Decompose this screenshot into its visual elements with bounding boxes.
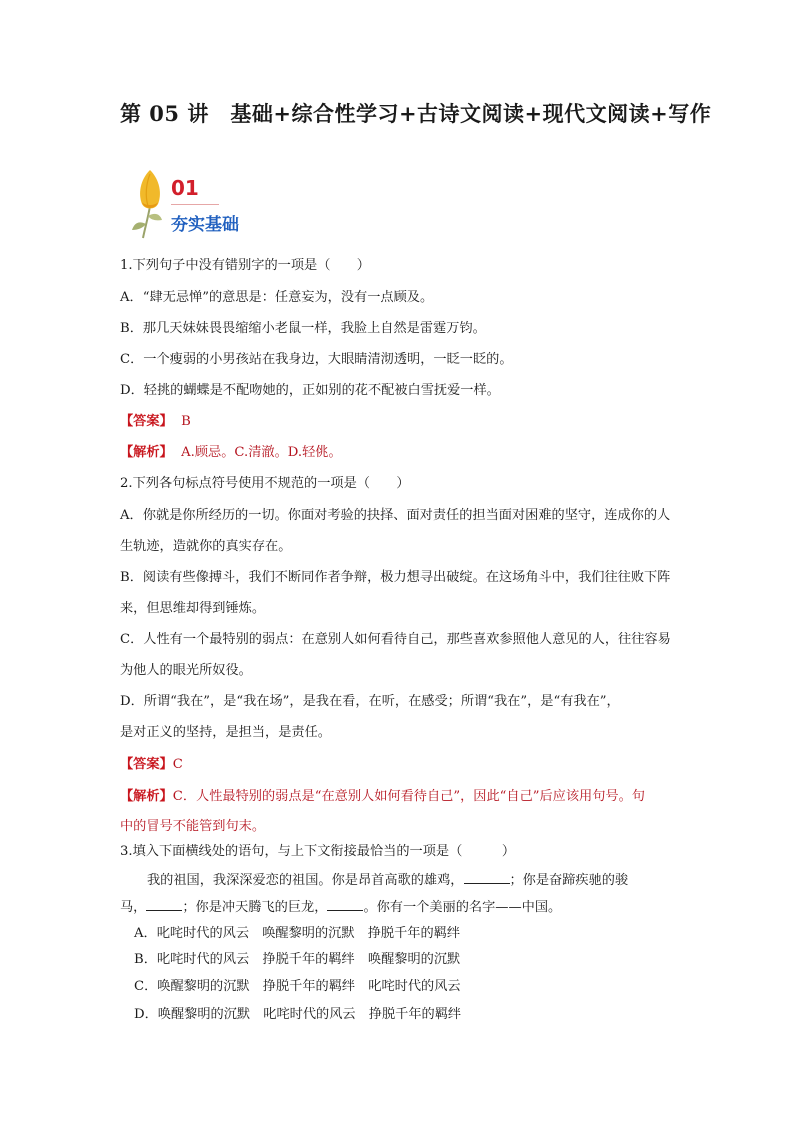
blank-1 xyxy=(464,871,510,884)
q1-answer xyxy=(120,410,710,429)
q2-option-a-line2: 生轨迹，造就你的真实存在。 xyxy=(120,539,292,554)
section-header xyxy=(128,166,288,240)
analysis-text: A.顾忌。C.清澈。D.轻佻。 xyxy=(181,445,342,460)
q3-option-b: B．叱咤时代的风云 挣脱千年的羁绊 唤醒黎明的沉默 xyxy=(134,952,461,967)
question-2-stem: 2.下列各句标点符号使用不规范的一项是（ ） xyxy=(120,476,410,491)
q3-passage-line1: 我的祖国，我深深爱恋的祖国。你是昂首高歌的雄鸡， ；你是奋蹄疾驰的骏 xyxy=(147,873,629,888)
analysis-label: 【解析】 xyxy=(120,445,173,460)
q2-analysis-line1 xyxy=(120,785,710,804)
analysis-text: C．人性最特别的弱点是“在意别人如何看待自己”，因此“自己”后应该用句号。句 xyxy=(172,789,645,804)
q2-option-c-line1: C．人性有一个最特别的弱点：在意别人如何看待自己，那些喜欢参照他人意见的人，往往容易 xyxy=(120,632,671,647)
q2-option-d-line2: 是对正义的坚持，是担当，是责任。 xyxy=(120,725,331,740)
answer-value: C xyxy=(172,757,183,772)
q1-option-a: A．“肆无忌惮”的意思是：任意妄为，没有一点顾及。 xyxy=(120,290,434,305)
answer-label: 【答案】 xyxy=(120,757,173,772)
section-number: 01 xyxy=(171,176,199,200)
section-title: 夯实基础 xyxy=(171,215,239,235)
q3-option-d: D．唤醒黎明的沉默 叱咤时代的风云 挣脱千年的羁绊 xyxy=(134,1007,462,1022)
q2-answer xyxy=(120,753,710,772)
q2-analysis-line2: 中的冒号不能管到句末。 xyxy=(120,819,266,834)
q1-option-c: C．一个瘦弱的小男孩站在我身边，大眼睛清沏透明，一眨一眨的。 xyxy=(120,352,513,367)
q2-option-c-line2: 为他人的眼光所奴役。 xyxy=(120,663,252,678)
section-divider xyxy=(171,204,219,205)
answer-label: 【答案】 xyxy=(120,414,173,429)
q3-passage-line2: 马， ；你是冲天腾飞的巨龙， 。你有一个美丽的名字——中国。 xyxy=(120,900,562,915)
q1-option-b: B．那几天妹妹畏畏缩缩小老鼠一样，我脸上自然是雷霆万钧。 xyxy=(120,321,486,336)
q2-option-b-line1: B．阅读有些像搏斗，我们不断同作者争辩，极力想寻出破绽。在这场角斗中，我们往往败下阵 xyxy=(120,570,671,585)
q1-option-d: D．轻挑的蝴蝶是不配吻她的，正如别的花不配被白雪抚爱一样。 xyxy=(120,383,500,398)
q1-analysis xyxy=(120,441,710,460)
blank-3 xyxy=(327,898,363,911)
blank-2 xyxy=(146,898,182,911)
flower-bud-icon xyxy=(128,166,170,240)
q3-option-c: C．唤醒黎明的沉默 挣脱千年的羁绊 叱咤时代的风云 xyxy=(134,979,461,994)
q2-option-d-line1: D．所谓“我在”，是“我在场”，是我在看，在听，在感受；所谓“我在”，是“有我在”， xyxy=(120,694,620,709)
q2-option-b-line2: 来，但思维却得到锤炼。 xyxy=(120,601,266,616)
page-title: 第 05 讲 基础+综合性学习+古诗文阅读+现代文阅读+写作 xyxy=(120,101,712,126)
analysis-label: 【解析】 xyxy=(120,789,173,804)
question-3-stem: 3.填入下面横线处的语句，与上下文衔接最恰当的一项是（ ） xyxy=(120,844,516,859)
question-1-stem: 1.下列句子中没有错别字的一项是（ ） xyxy=(120,258,370,273)
q2-option-a-line1: A．你就是你所经历的一切。你面对考验的抉择、面对责任的担当面对困难的坚守，连成你的人 xyxy=(120,508,671,523)
q3-option-a: A．叱咤时代的风云 唤醒黎明的沉默 挣脱千年的羁绊 xyxy=(134,926,461,941)
answer-value: B xyxy=(181,414,191,429)
